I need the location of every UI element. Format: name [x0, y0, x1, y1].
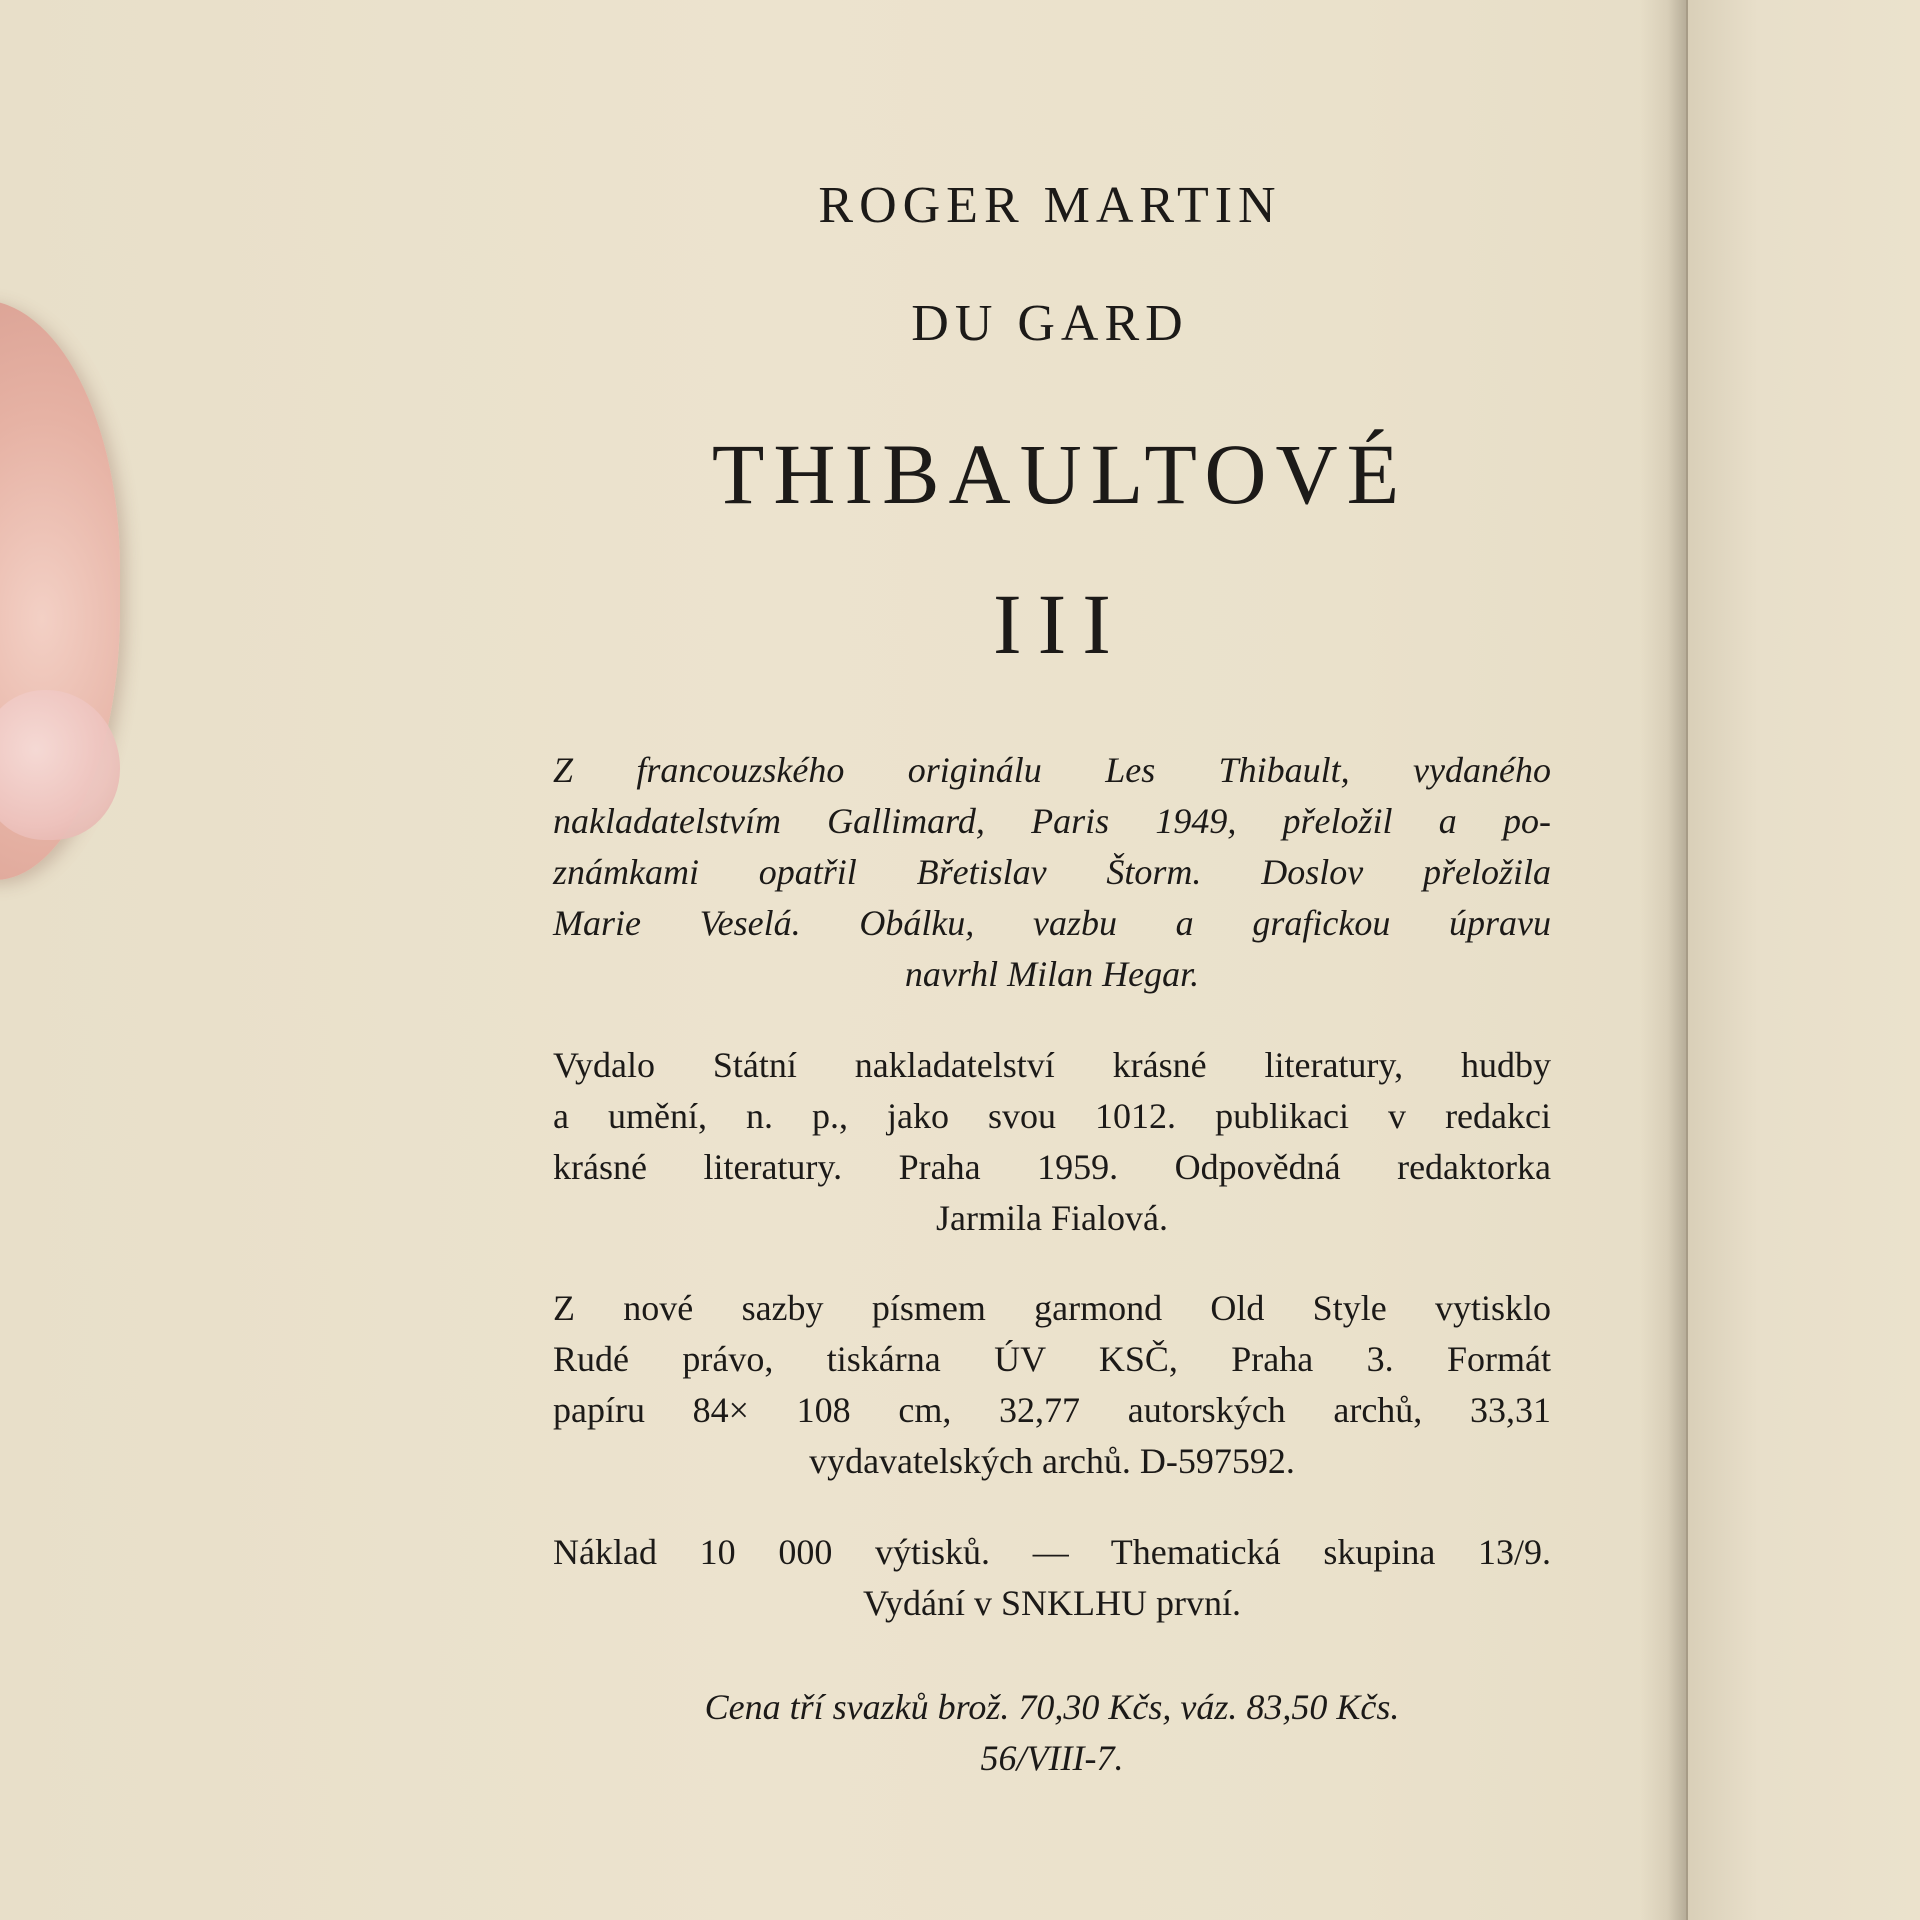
- printing-info: [553, 1283, 1551, 1487]
- print-run-line: Vydání v SNKLHU první.: [863, 1583, 1241, 1623]
- translation-line: Z francouzského originálu Les Thibault, vydaného: [553, 750, 1551, 790]
- translation-credits: [553, 745, 1551, 1000]
- book-title: THIBAULTOVÉ: [711, 426, 1409, 522]
- translation-line: známkami opatřil Břetislav Štorm. Doslov přeložila: [553, 852, 1551, 892]
- publisher-line: Jarmila Fialová.: [936, 1198, 1168, 1238]
- publisher-info: [553, 1040, 1551, 1244]
- price-info: [553, 1682, 1551, 1784]
- publisher-line: krásné literatury. Praha 1959. Odpovědná redaktorka: [553, 1147, 1551, 1187]
- catalog-code: 56/VIII-7.: [980, 1738, 1124, 1778]
- printing-line: vydavatelských archů. D-597592.: [809, 1441, 1295, 1481]
- author-line-1: ROGER MARTIN: [818, 177, 1282, 234]
- translation-line: navrhl Milan Hegar.: [904, 954, 1200, 994]
- printing-line: papíru 84× 108 cm, 32,77 autorských archů, 33,31: [553, 1390, 1551, 1430]
- print-run-line: Náklad 10 000 výtisků. — Thematická skupina 13/9.: [553, 1532, 1551, 1572]
- publisher-line: a umění, n. p., jako svou 1012. publikaci v redakci: [553, 1096, 1551, 1136]
- print-run-info: [553, 1527, 1551, 1629]
- price-line: Cena tří svazků brož. 70,30 Kčs, váz. 83,50 Kčs.: [704, 1687, 1400, 1727]
- printing-line: Z nové sazby písmem garmond Old Style vytisklo: [553, 1288, 1551, 1328]
- translation-line: nakladatelstvím Gallimard, Paris 1949, přeložil a po-: [553, 801, 1551, 841]
- printing-line: Rudé právo, tiskárna ÚV KSČ, Praha 3. Formát: [553, 1339, 1551, 1379]
- volume-number: III: [993, 576, 1127, 672]
- translation-line: Marie Veselá. Obálku, vazbu a grafickou úpravu: [553, 903, 1551, 943]
- author-line-2: DU GARD: [911, 295, 1189, 352]
- publisher-line: Vydalo Státní nakladatelství krásné literatury, hudby: [553, 1045, 1551, 1085]
